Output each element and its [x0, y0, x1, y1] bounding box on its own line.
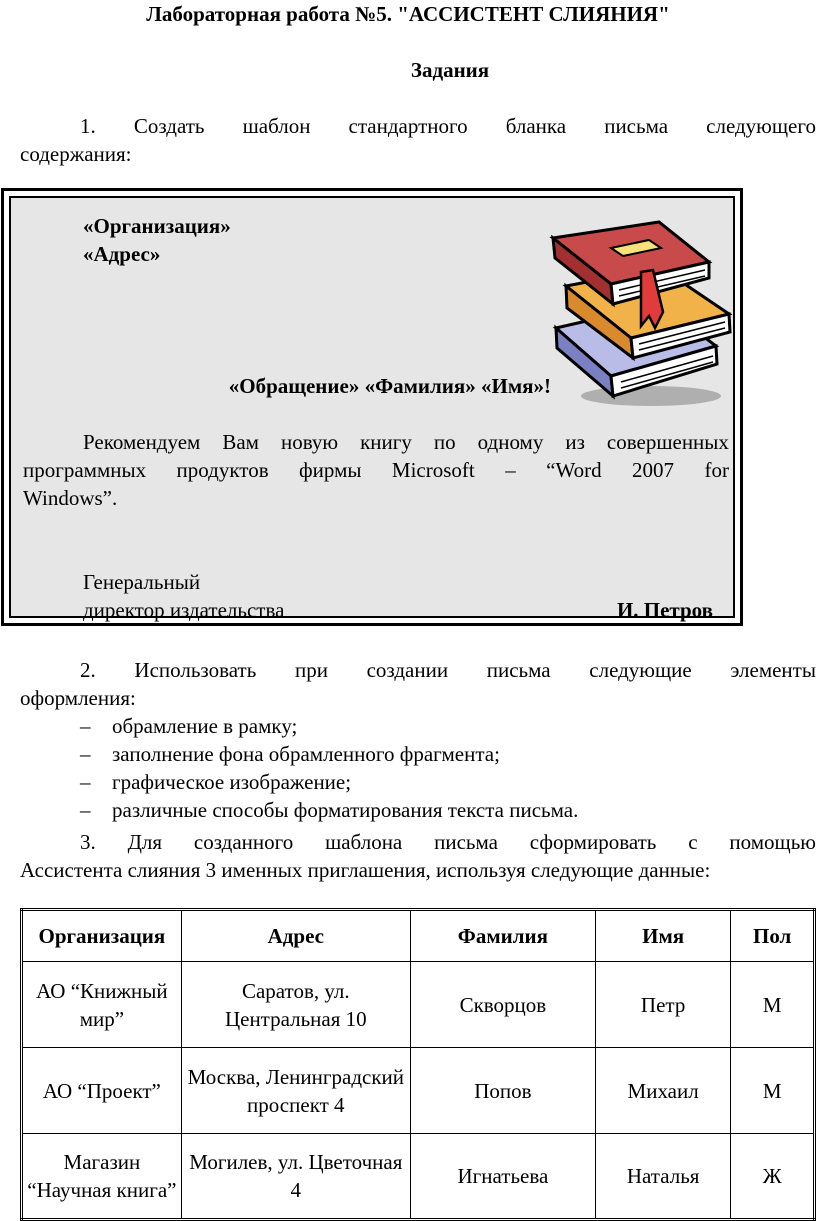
signer-title-line-1: Генеральный: [83, 570, 201, 594]
address-merge-field: «Адрес»: [83, 242, 161, 266]
greeting-merge-fields: «Обращение» «Фамилия» «Имя»!: [228, 374, 551, 398]
table-row: АО “Проект” Москва, Ленинградский проспект 4 Попов Михаил М: [22, 1048, 815, 1134]
task-1-line-2: содержания:: [20, 142, 132, 166]
task-3: 3. Для созданного шаблона письма сформировать с помощью Ассистента слияния 3 именных приглашения, используя следующие данные:: [20, 830, 816, 882]
column-header: Организация: [22, 910, 182, 962]
books-stack-icon: [541, 216, 741, 416]
list-item: – графическое изображение;: [80, 770, 352, 794]
task-1-line-1: 1. Создать шаблон стандартного бланка письма следующего: [80, 114, 816, 138]
table-header-row: [22, 910, 815, 962]
page-title: Лабораторная работа №5. "АССИСТЕНТ СЛИЯНИЯ": [146, 2, 670, 26]
table-row: Магазин “Научная книга” Могилев, ул. Цветочная 4 Игнатьева Наталья Ж: [22, 1134, 815, 1220]
list-item: – обрамление в рамку;: [80, 714, 298, 738]
column-header: Имя: [595, 910, 730, 962]
letter-template-frame: [1, 188, 743, 626]
org-merge-field: «Организация»: [83, 214, 231, 238]
column-header: Адрес: [181, 910, 410, 962]
signer-title-line-2: директор издательства: [83, 598, 285, 622]
task-2: 2. Использовать при создании письма следующие элементы оформления:: [20, 658, 816, 710]
letter-template-body: [9, 196, 735, 622]
letter-body-text: Рекомендуем Вам новую книгу по одному из совершенных программных продуктов фирмы Microsoft – “Word 2007 for Windows”.: [23, 430, 729, 510]
list-item: – заполнение фона обрамленного фрагмента;: [80, 742, 500, 766]
column-header: Пол: [731, 910, 815, 962]
table-row: АО “Книжный мир” Саратов, ул. Центральная 10 Скворцов Петр М: [22, 962, 815, 1048]
column-header: Фамилия: [410, 910, 595, 962]
merge-data-table: [20, 908, 816, 1221]
signer-name: И. Петров: [616, 598, 713, 622]
task-1: [20, 112, 816, 168]
list-item: – различные способы форматирования текста письма.: [80, 798, 579, 822]
section-heading: Задания: [410, 58, 490, 82]
